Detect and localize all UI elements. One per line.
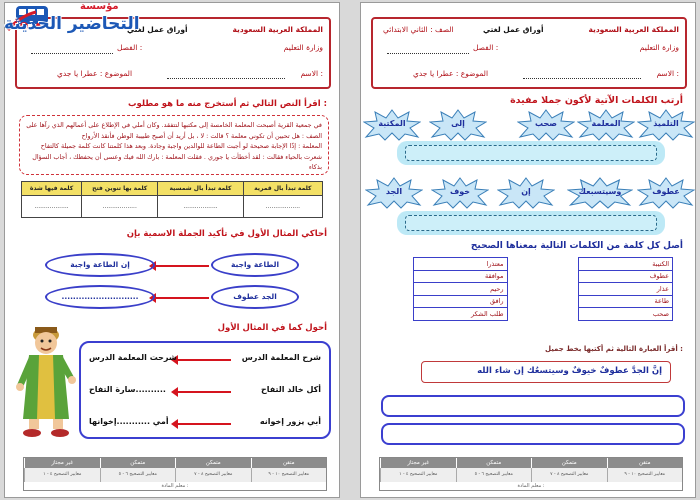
- meaning-cell[interactable]: موافقة: [414, 270, 508, 283]
- word-star[interactable]: إلى: [429, 109, 487, 141]
- word-star[interactable]: التلميذ: [637, 109, 695, 141]
- word-star[interactable]: الجد: [365, 177, 423, 209]
- subject-label: الموضوع : عطرا يا جدي: [57, 69, 133, 78]
- answer-cell[interactable]: ..................: [243, 196, 322, 218]
- pair1-answer: شرحت المعلمة الدرس: [89, 353, 177, 362]
- answer-cell[interactable]: ..................: [22, 196, 82, 218]
- left-worksheet-page: [4, 2, 340, 498]
- worksheet-title: أوراق عمل لغتي: [127, 25, 188, 34]
- word-cell[interactable]: صحب: [579, 308, 673, 321]
- pair3-answer[interactable]: أمي ...........إخوانها: [89, 417, 169, 426]
- left-grading-footer: غير مجتاز متمكن متمكن متقن معايير التصحيح ٤ - ١ معايير التصحيح ٦ - ٥ معايير التصحيح ٨ - ٧ معايير التصحيح ١٠ - ٩ معلم المادة :: [23, 457, 327, 491]
- verse-box: [421, 361, 671, 383]
- ministry-label: وزارة التعليم: [283, 43, 323, 52]
- meaning-cell[interactable]: رحيم: [414, 283, 508, 296]
- example2-source: الجد عطوف: [211, 285, 299, 309]
- answer-cell[interactable]: ..................: [158, 196, 243, 218]
- brand-name-text: التحاضير الحديثة: [4, 14, 140, 34]
- meaning-cell[interactable]: طلب الشكر: [414, 308, 508, 321]
- meaning-cell[interactable]: رافق: [414, 295, 508, 308]
- cartoon-boy-illustration: [13, 315, 79, 439]
- word-cell[interactable]: عذار: [579, 283, 673, 296]
- arrange-answer-1[interactable]: [397, 141, 665, 165]
- verse-text: إنَّ الجدَّ عطوفٌ خيوفٌ وسيتسعُك إن شاء الله: [477, 366, 662, 376]
- conversion-box: [79, 341, 331, 439]
- arrow-icon: [177, 391, 231, 393]
- reading-passage: في جمعية القرية أصبحت المعلمة الخامسة إلى مكتبها لتتفقد. وكان أملي في الإطلاع على أعمالهم الذي رآها على الصف : هل تحبين أن تكوني معلمة ؟ قالت : لا ، بل أريد أن أصبح طبيبة الوطن فأنقذ الأرواح المعلمة : إذًا الإجابة صحيحة لو أجبت الطاعة للوالدين واجبة وجادة. وبعد هذا كلمتنا كانت كلمة جميلة كالتفاح شعرت بالحياء فقالت : لقد أخطأت يا جوري . فقلت المعلمة : بارك الله فيك وعسى أن يحفظك ، أجاب السؤال بذكاء: [19, 115, 329, 175]
- handwriting-line-2[interactable]: [381, 423, 685, 445]
- extraction-table: كلمة فيها شدة كلمة بها تنوين فتح كلمة تبدأ بال شمسية كلمة تبدأ بال قمرية .................. .................. .................. ..................: [21, 181, 323, 218]
- word-cell[interactable]: الكتيبة: [579, 258, 673, 271]
- match-instruction: أصل كل كلمة من الكلمات التالية بمعناها الصحيح: [470, 241, 683, 251]
- class-label: الفصل :: [117, 43, 143, 52]
- name-field[interactable]: [523, 78, 641, 79]
- q3-instruction: أحول كما في المثال الأول: [217, 323, 327, 333]
- word-star[interactable]: إن: [497, 177, 555, 209]
- kingdom-label: المملكة العربية السعودية: [232, 25, 323, 34]
- name-label: الاسم :: [300, 69, 323, 78]
- matching-table: [413, 257, 673, 321]
- word-star[interactable]: المكتبة: [363, 109, 421, 141]
- copy-instruction: أقرأ العبارة التالية ثم أكتبها بخط جميل :: [544, 345, 683, 353]
- grade-label: الصف : الثاني الابتدائي: [383, 25, 454, 34]
- word-cell[interactable]: طاعة: [579, 295, 673, 308]
- right-header: المملكة العربية السعودية وزارة التعليم أوراق عمل لغتي الصف : الثاني الابتدائي الفصل : الاسم : الموضوع : عطرا يا جدي: [371, 17, 687, 89]
- answer-cell[interactable]: ..................: [82, 196, 158, 218]
- meaning-cell[interactable]: معتذرا: [414, 258, 508, 271]
- pair2-source: أكل خالد التفاح: [260, 385, 321, 394]
- arrow-icon: [155, 297, 209, 299]
- example2-answer[interactable]: ...........................: [45, 285, 155, 309]
- brand-logo: [0, 0, 184, 38]
- word-star[interactable]: عطوف: [637, 177, 695, 209]
- arrow-icon: [155, 265, 209, 267]
- name-field[interactable]: [167, 78, 285, 79]
- handwriting-line-1[interactable]: [381, 395, 685, 417]
- pair3-source: أبي يزور إخوانه: [259, 417, 321, 426]
- right-grading-footer: غير مجتاز متمكن متمكن متقن معايير التصحيح ٤ - ١ معايير التصحيح ٦ - ٥ معايير التصحيح ٨ - ٧ معايير التصحيح ١٠ - ٩ معلم المادة :: [379, 457, 683, 491]
- arrange-answer-2[interactable]: [397, 211, 665, 235]
- word-star[interactable]: المعلمة: [577, 109, 635, 141]
- word-star[interactable]: خوف: [431, 177, 489, 209]
- arrow-icon: [177, 423, 231, 425]
- pair1-source: شرح المعلمة الدرس: [241, 353, 321, 362]
- arrow-icon: [177, 359, 231, 361]
- brand-small-text: مؤسسة: [80, 1, 119, 12]
- example1-answer: إن الطاعة واجبة: [45, 253, 155, 277]
- word-cell[interactable]: عطوف: [579, 270, 673, 283]
- word-star[interactable]: صحب: [517, 109, 575, 141]
- pair2-answer[interactable]: ..........سارة التفاح: [89, 385, 166, 394]
- arrange-instruction: أرتب الكلمات الآتية لأكون جملا مفيدة: [510, 95, 683, 106]
- word-star[interactable]: وسيتسبعك: [567, 177, 633, 209]
- right-worksheet-page: [360, 2, 696, 498]
- example1-source: الطاعة واجبة: [211, 253, 299, 277]
- q2-instruction: أحاكي المثال الأول في تأكيد الجملة الاسمية بإن: [126, 229, 327, 239]
- q1-instruction: اقرأ النص التالي ثم أستخرج منه ما هو مطلوب :: [127, 99, 327, 109]
